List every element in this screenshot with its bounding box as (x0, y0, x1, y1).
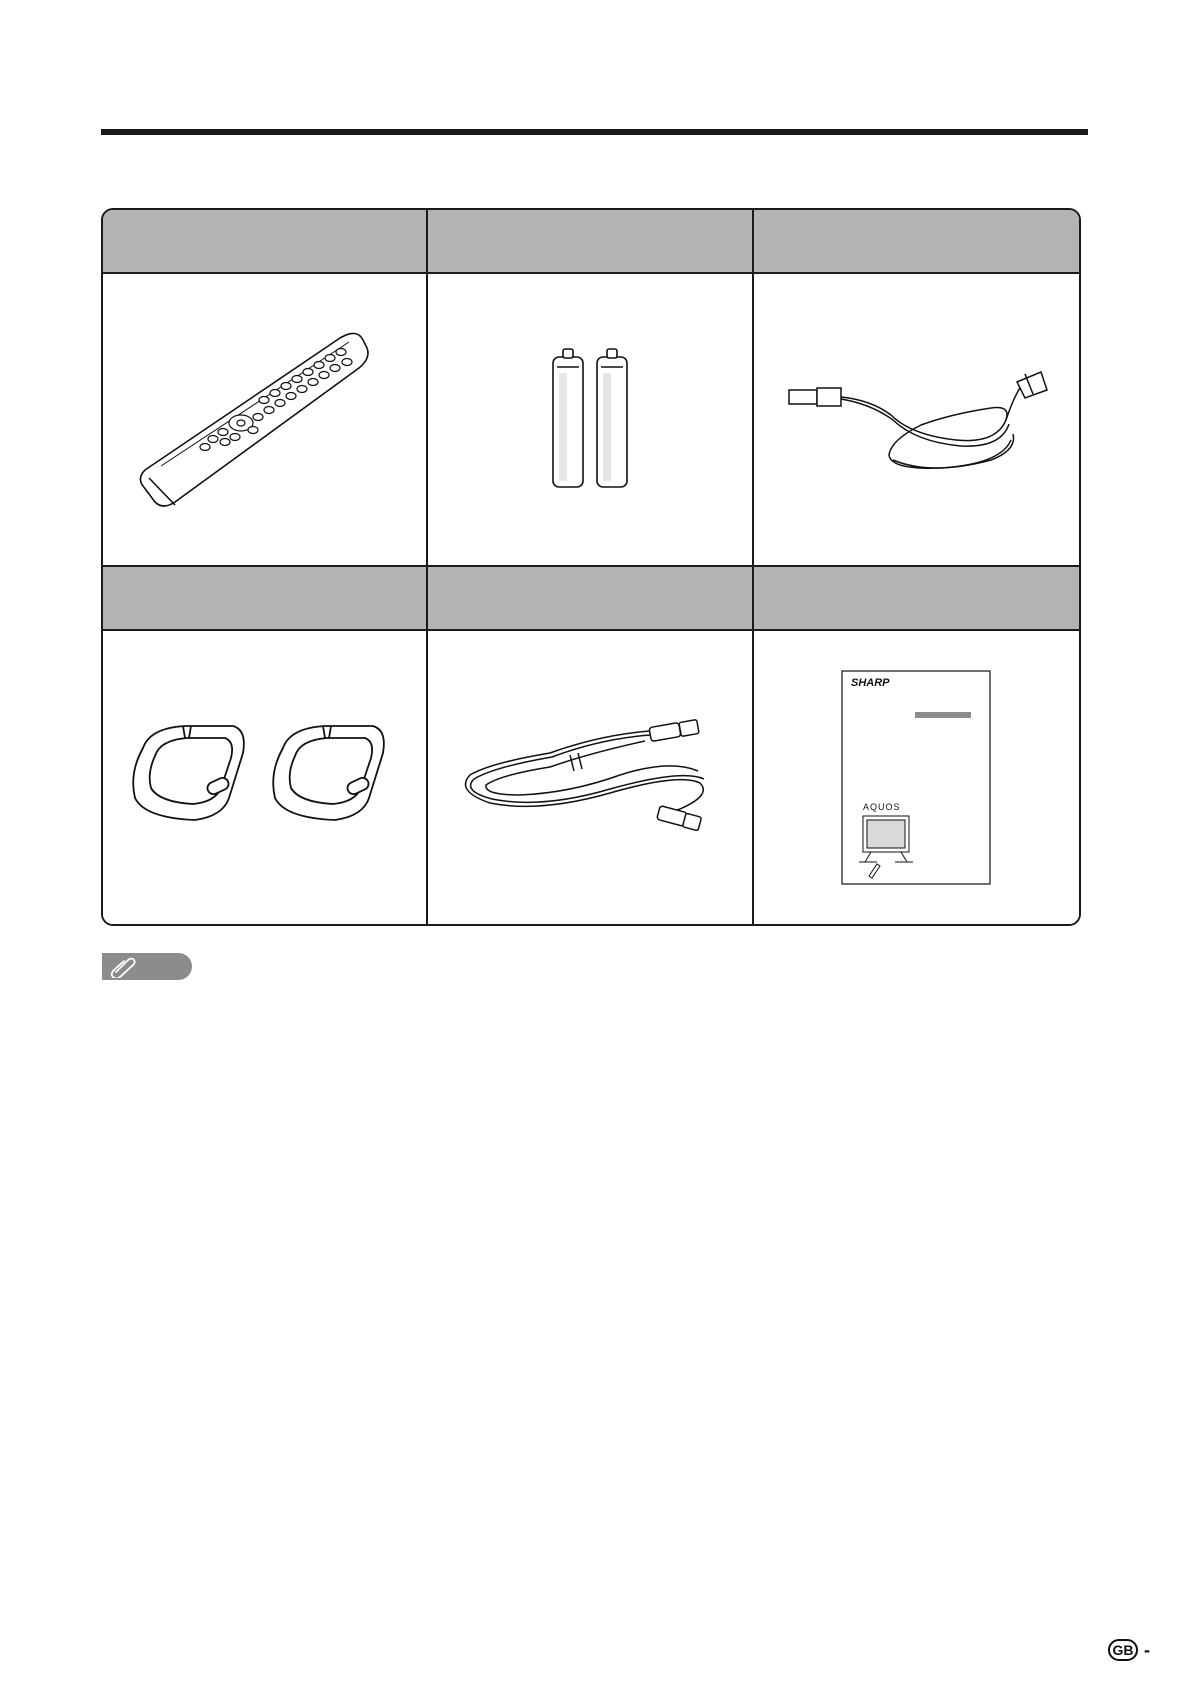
power-cord-image (781, 360, 1051, 480)
header-cell-remote (103, 210, 428, 274)
note-badge (102, 953, 192, 980)
power-cord-cell (754, 274, 1079, 567)
accessories-table (101, 208, 1081, 926)
remote-control-cell (103, 274, 428, 567)
cable-clamps-image (125, 718, 405, 838)
header-rule (101, 129, 1088, 135)
remote-control-image (135, 320, 395, 520)
batteries-cell (428, 274, 753, 567)
paperclip-icon (110, 956, 136, 983)
booklet-product: AQUOS (863, 802, 901, 812)
antenna-cable-image (450, 713, 730, 843)
header-cell-manual (754, 567, 1079, 631)
operation-manual-image (841, 670, 991, 885)
header-cell-batteries (428, 210, 753, 274)
header-cell-power-cord (754, 210, 1079, 274)
cable-clamps-cell (103, 631, 428, 924)
header-cell-antenna-cable (428, 567, 753, 631)
antenna-cable-cell (428, 631, 753, 924)
region-badge: GB (1108, 1639, 1138, 1661)
header-cell-cable-clamps (103, 567, 428, 631)
batteries-image (535, 345, 645, 495)
operation-manual-cell (754, 631, 1079, 924)
booklet-brand: SHARP (851, 677, 890, 689)
page-footer (1108, 1639, 1150, 1661)
page-number-suffix: - (1144, 1639, 1150, 1660)
